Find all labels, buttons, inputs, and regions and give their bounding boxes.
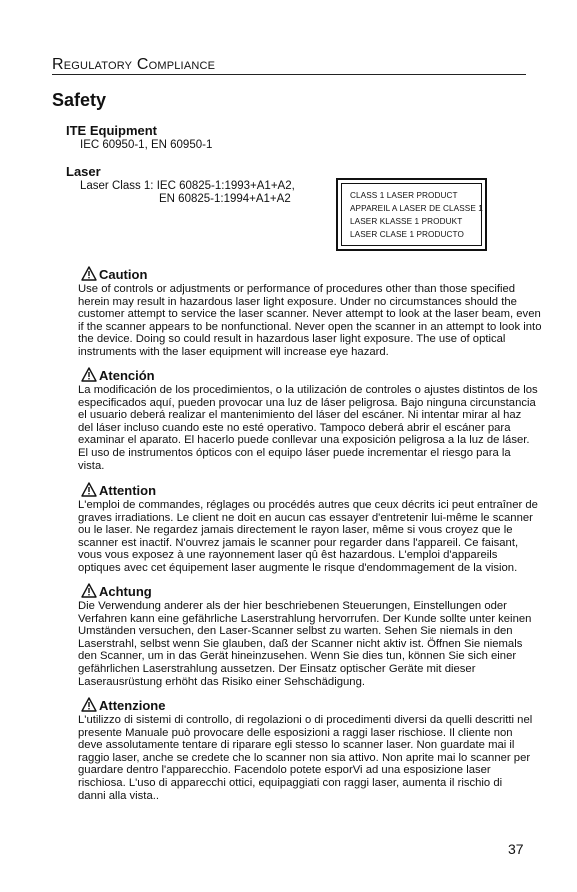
warning-section-attenzione xyxy=(78,697,533,802)
warning-heading xyxy=(79,367,529,384)
warning-line: graves irradiations. Le client ne doit en aucun cas essayer d'entretenir lui-même le scanner xyxy=(78,511,533,524)
warning-line: Use of controls or adjustments or performance of procedures other than those specified xyxy=(78,283,516,295)
warning-line: Laserausrüstung erhöht das Risiko einer Sehschädigung. xyxy=(78,675,365,688)
warning-title: Caution xyxy=(99,267,148,282)
laser-class-line-1: Laser Class 1: IEC 60825-1:1993+A1+A2, xyxy=(80,180,295,192)
warning-line: el usuario deberá realizar el mantenimiento del láser del escáner. Ni intentar mirar al haz xyxy=(78,409,522,422)
warning-triangle-icon xyxy=(81,266,97,281)
warning-line: if the scanner appears to be nonfunctional. Never open the scanner in an attempt to look into xyxy=(78,320,542,333)
laser-label-line: CLASS 1 LASER PRODUCT xyxy=(350,191,458,200)
ite-standards: IEC 60950-1, EN 60950-1 xyxy=(80,139,213,151)
warning-line: ou le laser. Ne regardez jamais directement le rayon laser, même si vous croyez que le xyxy=(78,524,513,537)
warning-line: presente Manuale può provocare delle esposizioni a raggi laser rischiose. Il cliente non xyxy=(78,726,513,739)
warning-line: vista. xyxy=(78,459,105,472)
warning-title: Achtung xyxy=(99,584,152,599)
laser-class-line-2: EN 60825-1:1994+A1+A2 xyxy=(159,193,291,205)
warning-line: especificados aquí, pueden provocar una luz de láser peligrosa. Bajo ninguna circunstancia xyxy=(78,396,536,409)
laser-class-label xyxy=(336,178,487,251)
laser-label-line: LASER KLASSE 1 PRODUKT xyxy=(350,217,463,226)
warning-body xyxy=(78,499,538,575)
laser-heading: Laser xyxy=(66,164,101,179)
warning-body xyxy=(78,384,538,472)
warning-body xyxy=(78,600,532,688)
warning-line: Umständen versuchen, den Laser-Scanner selbst zu warten. Sehen Sie niemals in den xyxy=(78,625,513,638)
warning-title: Attenzione xyxy=(99,698,166,713)
warning-triangle-icon xyxy=(81,697,97,712)
warning-title: Attention xyxy=(99,483,157,498)
warning-heading xyxy=(79,697,529,714)
warning-line: herein may result in hazardous laser light exposure. Under no circumstances should the xyxy=(78,295,517,308)
warning-triangle-icon xyxy=(81,482,97,497)
warning-line: den Scanner, um in das Gerät hineinzusehen. Wenn Sie dies tun, können Sie sich einer xyxy=(78,650,517,663)
warning-section-atencion xyxy=(78,367,538,472)
warning-body xyxy=(78,714,533,802)
warning-line: El uso de instrumentos ópticos con el equipo láser puede incrementar el riesgo para la xyxy=(78,446,511,459)
warning-line: examinar el aparato. El hacerlo puede conllevar una exposición peligrosa a la luz de láser. xyxy=(78,434,530,447)
page-number: 37 xyxy=(508,841,524,857)
laser-label-line: APPAREIL A LASER DE CLASSE 1 xyxy=(350,204,483,213)
warning-line: La modificación de los procedimientos, o la utilización de controles o ajustes distintos de los xyxy=(78,384,538,396)
warning-line: scanner est inactif. N'ouvrez jamais le scanner pour regarder dans l'appareil. Ce faisant, xyxy=(78,536,519,549)
warning-line: del láser incluso cuando este no esté operativo. Tampoco deberá abrir el escáner para xyxy=(78,421,511,434)
warning-section-attention xyxy=(78,482,538,575)
warning-title: Atención xyxy=(99,368,155,383)
warning-heading xyxy=(79,583,529,600)
warning-line: instruments with the laser equipment will increase eye hazard. xyxy=(78,345,389,358)
laser-label-line: LASER CLASE 1 PRODUCTO xyxy=(350,230,464,239)
warning-section-caution xyxy=(78,266,542,359)
warning-line: the device. Doing so could result in hazardous laser light exposure. The use of optical xyxy=(78,333,506,346)
warning-body xyxy=(78,283,542,359)
warning-line: customer attempt to service the laser scanner. Never attempt to look at the laser beam, even xyxy=(78,308,541,321)
warning-line: Laserstrahl, selbst wenn Sie glauben, daß der Scanner nicht aktiv ist. Öffnen Sie niemals xyxy=(78,637,523,650)
warning-line: L'utilizzo di sistemi di controllo, di regolazioni o di procedimenti diversi da quelli descritti nel xyxy=(78,714,533,726)
warning-line: L'emploi de commandes, réglages ou procédés autres que ceux décrits ici peut entraîner de xyxy=(78,499,538,511)
warning-line: vous vous exposez à une rayonnement laser qû êst hazardous. L'emploi d'appareils xyxy=(78,549,498,562)
warning-line: guardare dentro l'apparecchio. Facendolo potete esporVi ad una esposizione laser xyxy=(78,764,491,777)
warning-line: Verfahren kann eine gefährliche Laserstrahlung hervorrufen. Der Kunde sollte unter keinen xyxy=(78,612,532,625)
warning-line: rischiosa. L'uso di apparecchi ottici, equipaggiati con raggi laser, aumenta il rischio di xyxy=(78,776,503,789)
chapter-title: Regulatory Compliance xyxy=(52,56,216,73)
ite-heading: ITE Equipment xyxy=(66,123,157,138)
warning-heading xyxy=(79,266,529,283)
warning-line: raggio laser, anche se credete che lo scanner non sia attivo. Non aprite mai lo scanner per xyxy=(78,751,531,764)
warning-line: optiques avec cet équipement laser augmente le risque d'endommagement de la vision. xyxy=(78,561,518,574)
warning-line: Die Verwendung anderer als der hier beschriebenen Steuerungen, Einstellungen oder xyxy=(78,600,507,612)
chapter-header xyxy=(52,54,526,75)
warning-triangle-icon xyxy=(81,583,97,598)
warning-line: gefährlichen Laserstrahlung aussetzen. Der Einsatz optischer Geräte mit dieser xyxy=(78,662,476,675)
warning-heading xyxy=(79,482,529,499)
warning-line: deve assolutamente tentare di riparare egli stesso lo scanner laser. Non guardate mai il xyxy=(78,739,515,752)
warning-line: danni alla vista.. xyxy=(78,789,160,802)
warning-triangle-icon xyxy=(81,367,97,382)
page-title: Safety xyxy=(52,90,107,110)
warning-section-achtung xyxy=(78,583,532,688)
